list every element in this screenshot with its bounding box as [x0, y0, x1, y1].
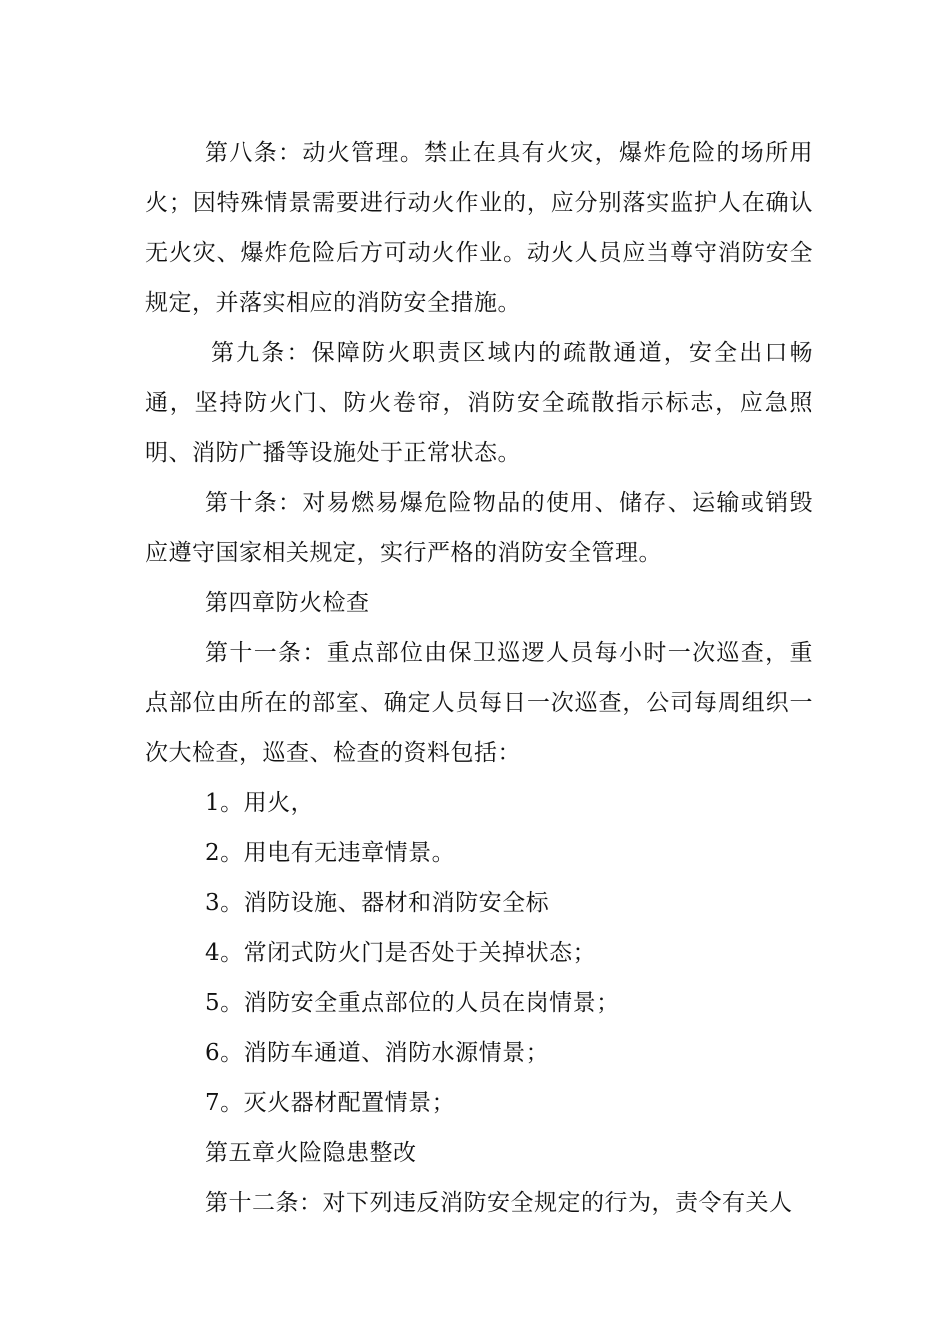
article-8-paragraph: 第八条：动火管理。禁止在具有火灾，爆炸危险的场所用火；因特殊情景需要进行动火作业的，应分别落实监护人在确认无火灾、爆炸危险后方可动火作业。动火人员应当尊守消防安全规定，并落实相应的消防安全措施。: [145, 140, 813, 316]
chapter-5-heading: 第五章火险隐患整改: [205, 1140, 417, 1166]
document-body: [145, 128, 813, 1228]
list-item: 4。常闭式防火门是否处于关掉状态；: [205, 940, 597, 966]
list-item: 5。消防安全重点部位的人员在岗情景；: [205, 990, 620, 1016]
list-item: 1。用火，: [205, 790, 315, 816]
article-12-paragraph: 第十二条：对下列违反消防安全规定的行为，责令有关人: [205, 1190, 793, 1216]
list-item: 6。消防车通道、消防水源情景；: [205, 1040, 550, 1066]
article-9-paragraph: 第九条：保障防火职责区域内的疏散通道，安全出口畅通，坚持防火门、防火卷帘，消防安全疏散指示标志，应急照明、消防广播等设施处于正常状态。: [145, 340, 813, 466]
article-11-paragraph: 第十一条：重点部位由保卫巡逻人员每小时一次巡查，重点部位由所在的部室、确定人员每日一次巡查，公司每周组织一次大检查，巡查、检查的资料包括：: [145, 640, 813, 766]
list-item: 2。用电有无违章情景。: [205, 840, 456, 866]
list-item: 3。消防设施、器材和消防安全标: [205, 890, 550, 916]
chapter-4-heading: 第四章防火检查: [205, 590, 370, 616]
article-10-paragraph: 第十条：对易燃易爆危险物品的使用、储存、运输或销毁应遵守国家相关规定，实行严格的消防安全管理。: [145, 490, 813, 566]
list-item: 7。灭火器材配置情景；: [205, 1090, 456, 1116]
